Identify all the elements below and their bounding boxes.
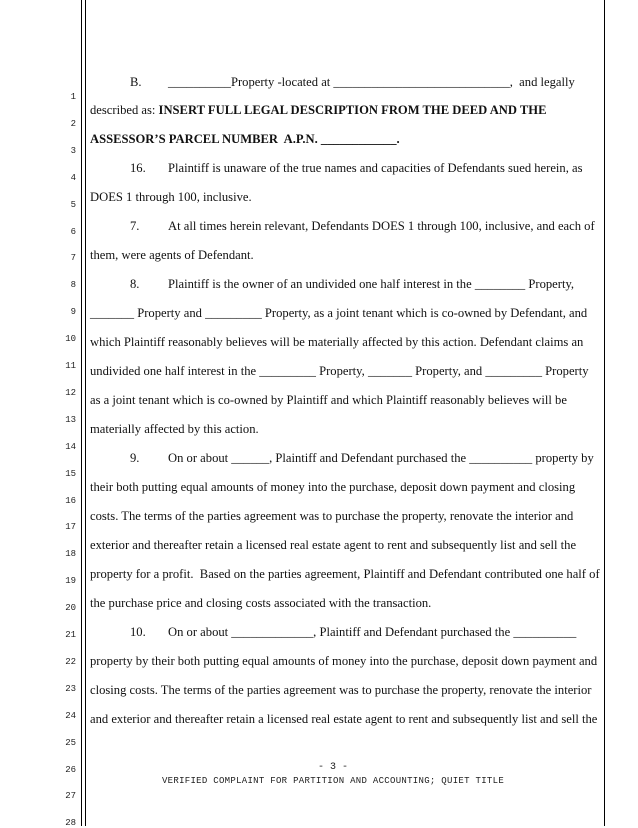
legal-description-instruction: INSERT FULL LEGAL DESCRIPTION FROM THE DEED AND THE xyxy=(158,103,547,117)
paragraph-8-line-5: as a joint tenant which is co-owned by Plaintiff and which Plaintiff reasonably believes will be xyxy=(90,393,567,407)
paragraph-9-line-4: exterior and thereafter retain a licensed real estate agent to rent and subsequently list and sell the xyxy=(90,538,577,552)
paragraph-number: 16. xyxy=(130,161,146,175)
document-title: VERIFIED COMPLAINT FOR PARTITION AND ACCOUNTING; QUIET TITLE xyxy=(161,776,505,786)
line-number: 7 xyxy=(70,253,76,264)
left-margin-rule-inner xyxy=(85,0,86,826)
line-number: 23 xyxy=(65,683,76,694)
line-number: 9 xyxy=(70,307,76,318)
paragraph-8-line-6: materially affected by this action. xyxy=(90,422,259,436)
paragraph-16-line-2: DOES 1 through 100, inclusive. xyxy=(90,190,252,204)
line-number: 16 xyxy=(65,495,76,506)
line-number: 22 xyxy=(65,656,76,667)
paragraph-10-line-4: and exterior and thereafter retain a licensed real estate agent to rent and subsequently list and sell the xyxy=(90,712,598,726)
paragraph-8-line-1: 8. Plaintiff is the owner of an undivided one half interest in the ________ Property, xyxy=(130,277,575,291)
line-number: 12 xyxy=(65,387,76,398)
line-number: 27 xyxy=(65,791,76,802)
line-number: 3 xyxy=(70,145,76,156)
page-footer xyxy=(0,762,638,786)
line-number: 5 xyxy=(70,199,76,210)
line-number: 21 xyxy=(65,630,76,640)
paragraph-number: 9. xyxy=(130,451,140,465)
line-number: 28 xyxy=(65,818,76,828)
paragraph-9-line-3: costs. The terms of the parties agreement was to purchase the property, renovate the interior and xyxy=(90,509,574,523)
paragraph-b-line-3: ASSESSOR’S PARCEL NUMBER A.P.N. ____________. xyxy=(90,132,400,146)
line-number: 25 xyxy=(65,737,76,748)
line-number: 1 xyxy=(70,92,76,102)
paragraph-label: B. xyxy=(130,75,142,89)
line-number: 11 xyxy=(65,361,76,371)
paragraph-number: 7. xyxy=(130,219,140,233)
right-margin-rule xyxy=(604,0,605,826)
line-number: 14 xyxy=(65,441,76,452)
paragraph-10-line-3: closing costs. The terms of the parties agreement was to purchase the property, renovate the interior xyxy=(90,683,592,697)
line-number: 20 xyxy=(65,603,76,614)
paragraph-8-line-2: _______ Property and _________ Property, as a joint tenant which is co-owned by Defendant, and xyxy=(90,306,588,320)
paragraph-7-line-2: them, were agents of Defendant. xyxy=(90,248,254,262)
line-number: 4 xyxy=(70,172,76,183)
paragraph-9-line-6: the purchase price and closing costs associated with the transaction. xyxy=(90,596,432,610)
line-number: 15 xyxy=(65,468,76,479)
line-number: 2 xyxy=(70,118,76,129)
paragraph-9-line-5: property for a profit. Based on the parties agreement, Plaintiff and Defendant contributed one half of xyxy=(90,567,600,581)
line-number: 8 xyxy=(70,280,76,291)
paragraph-number: 8. xyxy=(130,277,140,291)
page-number: - 3 - xyxy=(317,762,348,773)
paragraph-b-line-1: B. __________Property -located at ____________________________, and legally xyxy=(130,75,575,89)
paragraph-b-line-2: described as: INSERT FULL LEGAL DESCRIPTION FROM THE DEED AND THE xyxy=(90,103,547,117)
line-number: 26 xyxy=(65,764,76,775)
line-number: 19 xyxy=(65,576,76,587)
line-number: 6 xyxy=(70,226,76,237)
line-number: 18 xyxy=(65,549,76,560)
paragraph-10-line-1: 10. On or about _____________, Plaintiff and Defendant purchased the __________ xyxy=(130,625,577,639)
left-margin-rule-outer xyxy=(81,0,82,826)
line-number: 10 xyxy=(65,334,76,345)
paragraph-number: 10. xyxy=(130,625,146,639)
paragraph-8-line-3: which Plaintiff reasonably believes will be materially affected by this action. Defendant claims an xyxy=(90,335,584,349)
line-number: 24 xyxy=(65,710,76,721)
line-number: 13 xyxy=(65,414,76,425)
paragraph-9-line-2: their both putting equal amounts of money into the purchase, deposit down payment and closing xyxy=(90,480,576,494)
paragraph-7-line-1: 7. At all times herein relevant, Defendants DOES 1 through 100, inclusive, and each of xyxy=(130,219,595,233)
paragraph-16-line-1: 16. Plaintiff is unaware of the true names and capacities of Defendants sued herein, as xyxy=(130,161,583,175)
paragraph-9-line-1: 9. On or about ______, Plaintiff and Defendant purchased the __________ property by xyxy=(130,451,594,465)
line-number: 17 xyxy=(65,522,76,533)
paragraph-8-line-4: undivided one half interest in the _________ Property, _______ Property, and _________ Property xyxy=(90,364,589,378)
paragraph-10-line-2: property by their both putting equal amounts of money into the purchase, deposit down payment and xyxy=(90,654,598,668)
